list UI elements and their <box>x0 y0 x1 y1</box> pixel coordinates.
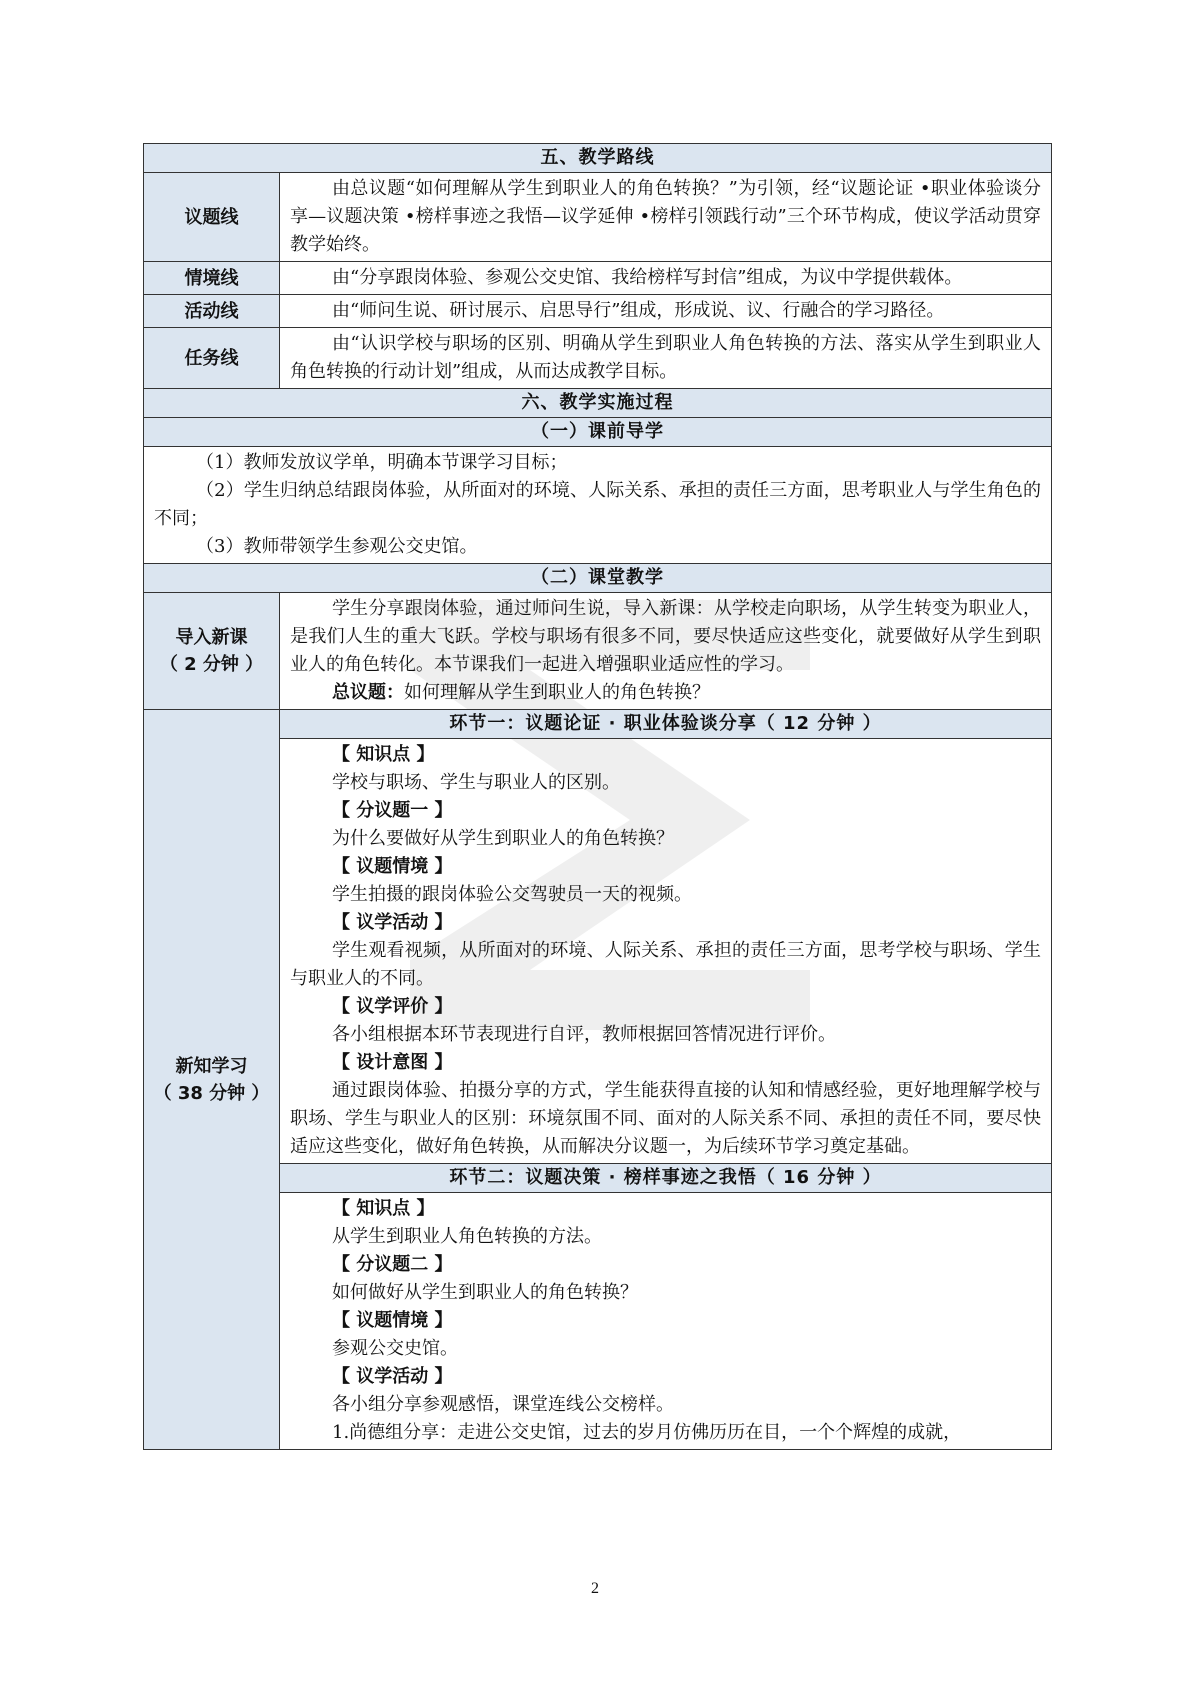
context-heading: 【 议题情境 】 <box>332 856 453 877</box>
subsection-header-row <box>144 564 1052 593</box>
knowledge-heading: 【 知识点 】 <box>332 1198 435 1219</box>
segment2-header-row <box>144 1164 1052 1193</box>
pre-class-content <box>144 447 1052 564</box>
knowledge-heading: 【 知识点 】 <box>332 744 435 765</box>
evaluation-heading: 【 议学评价 】 <box>332 996 453 1017</box>
route-label: 活动线 <box>144 295 280 328</box>
activity-text: 各小组分享参观感悟，课堂连线公交榜样。 <box>332 1394 674 1415</box>
intent-text: 通过跟岗体验、拍摄分享的方式，学生能获得直接的认知和情感经验，更好地理解学校与职场、学生与职业人的区别：环境氛围不同、面对的人际关系不同、承担的责任不同，要尽快适应这些变化，做好角色转换，从而解决分议题一，为后续环节学习奠定基础。 <box>290 1080 1041 1157</box>
route-label: 议题线 <box>144 173 280 262</box>
intro-label <box>144 593 280 710</box>
context-text: 学生拍摄的跟岗体验公交驾驶员一天的视频。 <box>332 884 692 905</box>
intent-heading: 【 设计意图 】 <box>332 1052 453 1073</box>
newlearn-label-name: 新知学习 <box>175 1055 248 1077</box>
segment1-header-row <box>144 710 1052 739</box>
main-question-text: 如何理解从学生到职业人的角色转换？ <box>404 682 710 703</box>
route-label: 情境线 <box>144 262 280 295</box>
intro-content <box>280 593 1052 710</box>
intro-label-name: 导入新课 <box>175 627 248 648</box>
subsection-header-row <box>144 418 1052 447</box>
route-label: 任务线 <box>144 328 280 389</box>
route-text: 由“师问生说、研讨展示、启思导行”组成，形成说、议、行融合的学习路径。 <box>280 295 1052 328</box>
segment1-content <box>280 739 1052 1164</box>
section-header-row <box>144 389 1052 418</box>
pre-class-item: （2）学生归纳总结跟岗体验，从所面对的环境、人际关系、承担的责任三方面，思考职业人与学生角色的不同； <box>154 480 1041 529</box>
newlearn-label <box>144 710 280 1450</box>
section-title-6: 六、教学实施过程 <box>144 389 1052 418</box>
sub-question-text: 为什么要做好从学生到职业人的角色转换？ <box>332 828 674 849</box>
main-question <box>290 679 1041 707</box>
subsection-title-classroom: （二）课堂教学 <box>144 564 1052 593</box>
main-question-label: 总议题： <box>332 682 404 703</box>
group-share-text: 1.尚德组分享：走进公交史馆，过去的岁月仿佛历历在目，一个个辉煌的成就， <box>332 1422 962 1443</box>
intro-text: 学生分享跟岗体验，通过师问生说，导入新课：从学校走向职场，从学生转变为职业人，是我们人生的重大飞跃。学校与职场有很多不同，要尽快适应这些变化，就要做好从学生到职业人的角色转化。本节课我们一起进入增强职业适应性的学习。 <box>290 598 1041 675</box>
sub-question-heading: 【 分议题二 】 <box>332 1254 453 1275</box>
sub-question-text: 如何做好从学生到职业人的角色转换？ <box>332 1282 638 1303</box>
pre-class-row <box>144 447 1052 564</box>
subsection-title-pre: （一）课前导学 <box>144 418 1052 447</box>
segment2-row <box>144 1193 1052 1450</box>
section-header-row <box>144 144 1052 173</box>
activity-heading: 【 议学活动 】 <box>332 912 453 933</box>
context-text: 参观公交史馆。 <box>332 1338 458 1359</box>
knowledge-text: 从学生到职业人角色转换的方法。 <box>332 1226 602 1247</box>
segment1-row <box>144 739 1052 1164</box>
route-row <box>144 173 1052 262</box>
segment2-content <box>280 1193 1052 1450</box>
route-row <box>144 328 1052 389</box>
section-title-5: 五、教学路线 <box>144 144 1052 173</box>
route-text: 由“分享跟岗体验、参观公交史馆、我给榜样写封信”组成，为议中学提供载体。 <box>280 262 1052 295</box>
route-text: 由“认识学校与职场的区别、明确从学生到职业人角色转换的方法、落实从学生到职业人角色转换的行动计划”组成，从而达成教学目标。 <box>280 328 1052 389</box>
knowledge-text: 学校与职场、学生与职业人的区别。 <box>332 772 620 793</box>
context-heading: 【 议题情境 】 <box>332 1310 453 1331</box>
evaluation-text: 各小组根据本环节表现进行自评，教师根据回答情况进行评价。 <box>332 1024 836 1045</box>
pre-class-item: （3）教师带领学生参观公交史馆。 <box>196 536 478 557</box>
sub-question-heading: 【 分议题一 】 <box>332 800 453 821</box>
route-text: 由总议题“如何理解从学生到职业人的角色转换？”为引领，经“议题论证 •职业体验谈分享—议题决策 •榜样事迹之我悟—议学延伸 •榜样引领践行动”三个环节构成，使议学活动贯穿教学始终。 <box>280 173 1052 262</box>
segment2-title: 环节二：议题决策 · 榜样事迹之我悟（ 16 分钟 ） <box>280 1164 1052 1193</box>
page-number: 2 <box>591 1580 599 1597</box>
newlearn-label-duration: （ 38 分钟 ） <box>153 1082 270 1104</box>
intro-label-duration: （ 2 分钟 ） <box>159 654 264 675</box>
route-row <box>144 295 1052 328</box>
intro-row <box>144 593 1052 710</box>
activity-heading: 【 议学活动 】 <box>332 1366 453 1387</box>
activity-text: 学生观看视频，从所面对的环境、人际关系、承担的责任三方面，思考学校与职场、学生与职业人的不同。 <box>290 940 1041 989</box>
route-row <box>144 262 1052 295</box>
segment1-title: 环节一：议题论证 · 职业体验谈分享（ 12 分钟 ） <box>280 710 1052 739</box>
lesson-plan-table <box>143 143 1052 1450</box>
pre-class-item: （1）教师发放议学单，明确本节课学习目标； <box>196 452 568 473</box>
